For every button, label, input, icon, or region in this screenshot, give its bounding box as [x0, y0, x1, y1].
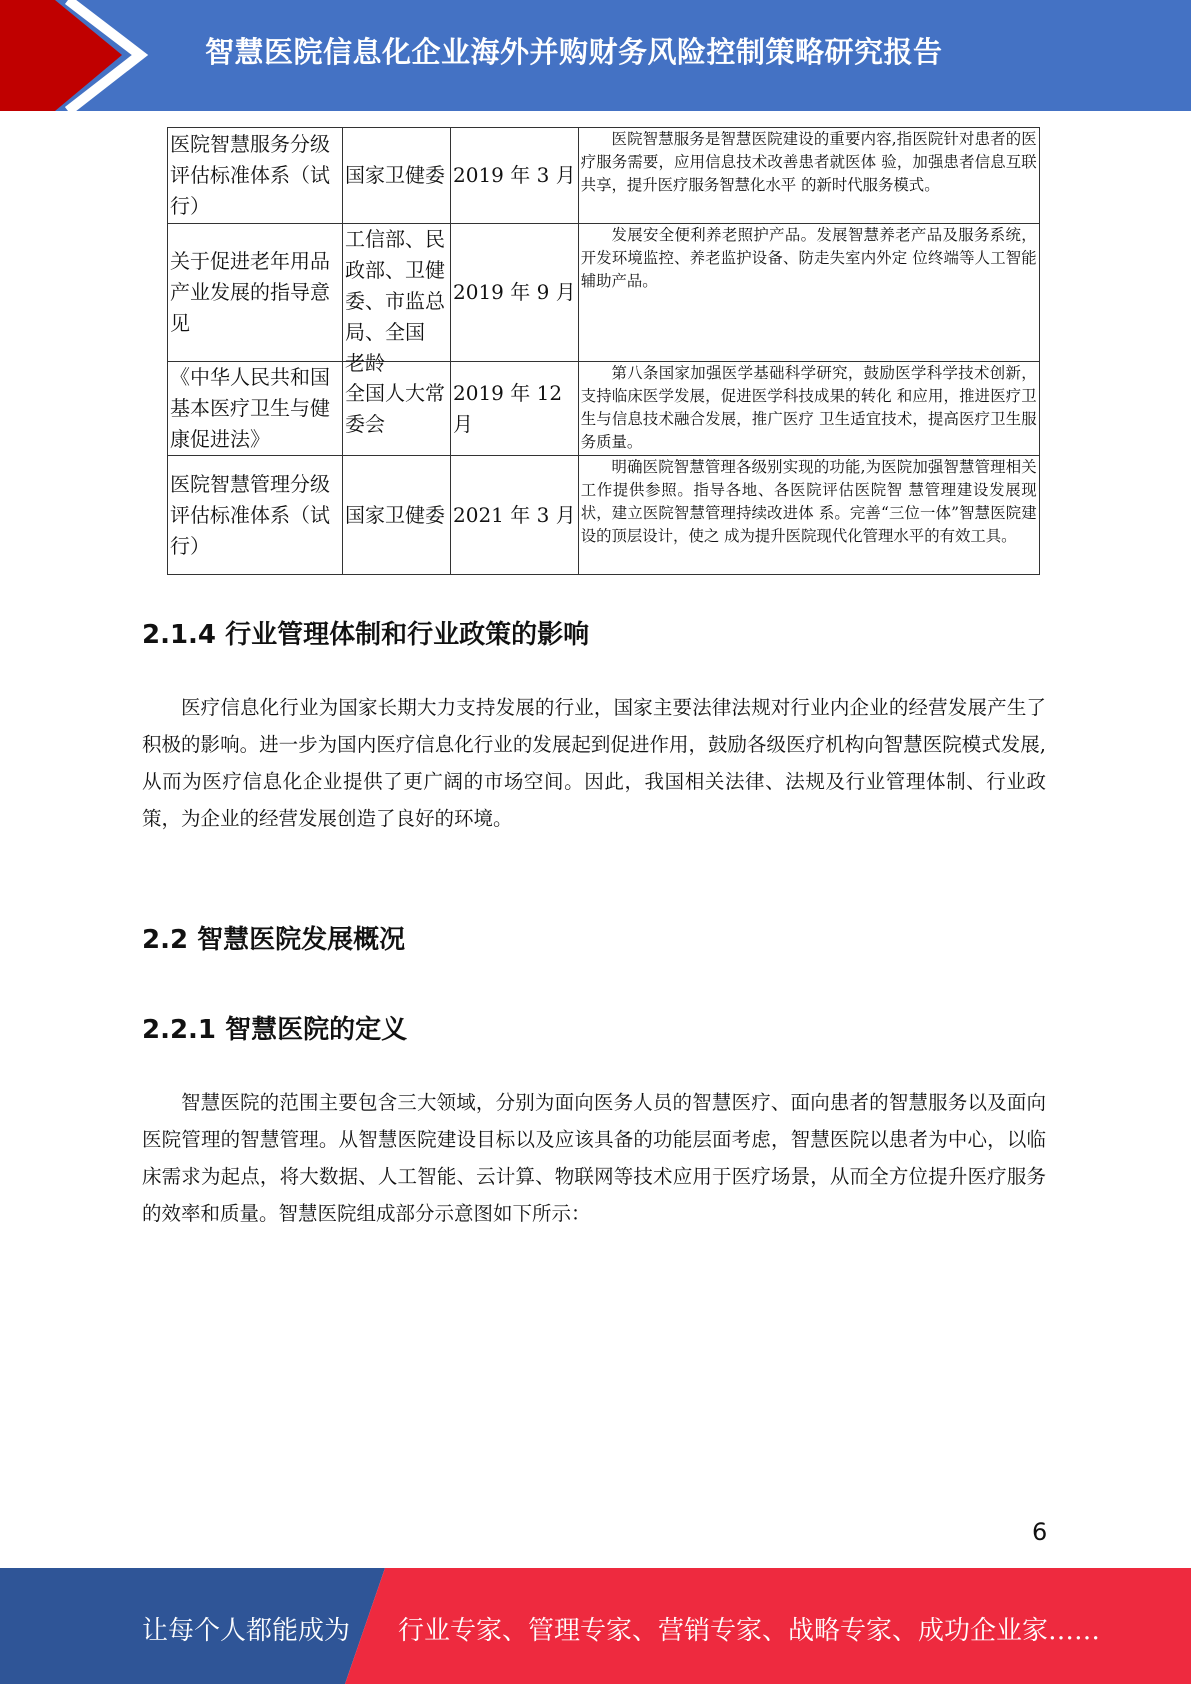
- policy-name: 医院智慧服务分级评估标准体系（试行）: [168, 128, 343, 224]
- policy-name: 关于促进老年用品产业发展的指导意见: [168, 224, 343, 362]
- body-paragraph: 医疗信息化行业为国家长期大力支持发展的行业，国家主要法律法规对行业内企业的经营发展产生了积极的影响。进一步为国内医疗信息化行业的发展起到促进作用，鼓励各级医疗机构向智慧医院模式发展,从而为医疗信息化企业提供了更广阔的市场空间。因此，我国相关法律、法规及行业管理体制、行业政策，为企业的经营发展创造了良好的环境。: [142, 696, 1046, 830]
- table-row: [168, 362, 1040, 456]
- body-paragraph: 智慧医院的范围主要包含三大领域，分别为面向医务人员的智慧医疗、面向患者的智慧服务以及面向医院管理的智慧管理。从智慧医院建设目标以及应该具备的功能层面考虑，智慧医院以患者为中心，以临床需求为起点，将大数据、人工智能、云计算、物联网等技术应用于医疗场景，从而全方位提升医疗服务的效率和质量。智慧医院组成部分示意图如下所示：: [142, 1091, 1046, 1225]
- issuing-body: 国家卫健委: [343, 128, 451, 224]
- issuing-body: 全国人大常委会: [343, 362, 451, 456]
- section-heading-2-1-4: 2.1.4 行业管理体制和行业政策的影响: [142, 620, 590, 650]
- table-row: [168, 224, 1040, 362]
- issuing-body: 工信部、民政部、卫健委、市监总 局、全国 老龄: [343, 224, 451, 362]
- footer-slogan-right: 行业专家、管理专家、营销专家、战略专家、成功企业家……: [398, 1616, 1101, 1646]
- policy-name: 《中华人民共和国基本医疗卫生与健康促进法》: [168, 362, 343, 456]
- section-heading-2-2: 2.2 智慧医院发展概况: [142, 925, 406, 955]
- page-footer: [0, 1568, 1191, 1684]
- table-row: [168, 456, 1040, 575]
- policy-description: 发展安全便利养老照护产品。发展智慧养老产品及服务系统，开发环境监控、养老监护设备、防走失室内外定 位终端等人工智能辅助产品。: [578, 224, 1039, 362]
- table-row: [168, 128, 1040, 224]
- policy-description: 明确医院智慧管理各级别实现的功能,为医院加强智慧管理相关工作提供参照。指导各地、各医院评估医院智 慧管理建设发展现状，建立医院智慧管理持续改进体 系。完善“三位一体”智慧医院建设的顶层设计，使之 成为提升医院现代化管理水平的有效工具。: [578, 456, 1039, 575]
- policy-description: 医院智慧服务是智慧医院建设的重要内容,指医院针对患者的医疗服务需要，应用信息技术改善患者就医体 验，加强患者信息互联共享，提升医疗服务智慧化水平 的新时代服务模式。: [578, 128, 1039, 224]
- issue-date: 2021 年 3 月: [451, 456, 579, 575]
- issue-date: 2019 年 9 月: [451, 224, 579, 362]
- policy-description: 第八条国家加强医学基础科学研究，鼓励医学科学技术创新，支持临床医学发展，促进医学科技成果的转化 和应用，推进医疗卫生与信息技术融合发展，推广医疗 卫生适宜技术，提高医疗卫生服务质量。: [578, 362, 1039, 456]
- footer-slogan-left: 让每个人都能成为: [142, 1616, 351, 1646]
- page-header: [0, 0, 1191, 111]
- report-title: 智慧医院信息化企业海外并购财务风险控制策略研究报告: [205, 35, 943, 69]
- policy-name: 医院智慧管理分级评估标准体系（试行）: [168, 456, 343, 575]
- page-number: 6: [1032, 1518, 1048, 1546]
- section-heading-2-2-1: 2.2.1 智慧医院的定义: [142, 1015, 408, 1045]
- issue-date: 2019 年 12 月: [451, 362, 579, 456]
- issue-date: 2019 年 3 月: [451, 128, 579, 224]
- issuing-body: 国家卫健委: [343, 456, 451, 575]
- policy-table: [167, 127, 1040, 575]
